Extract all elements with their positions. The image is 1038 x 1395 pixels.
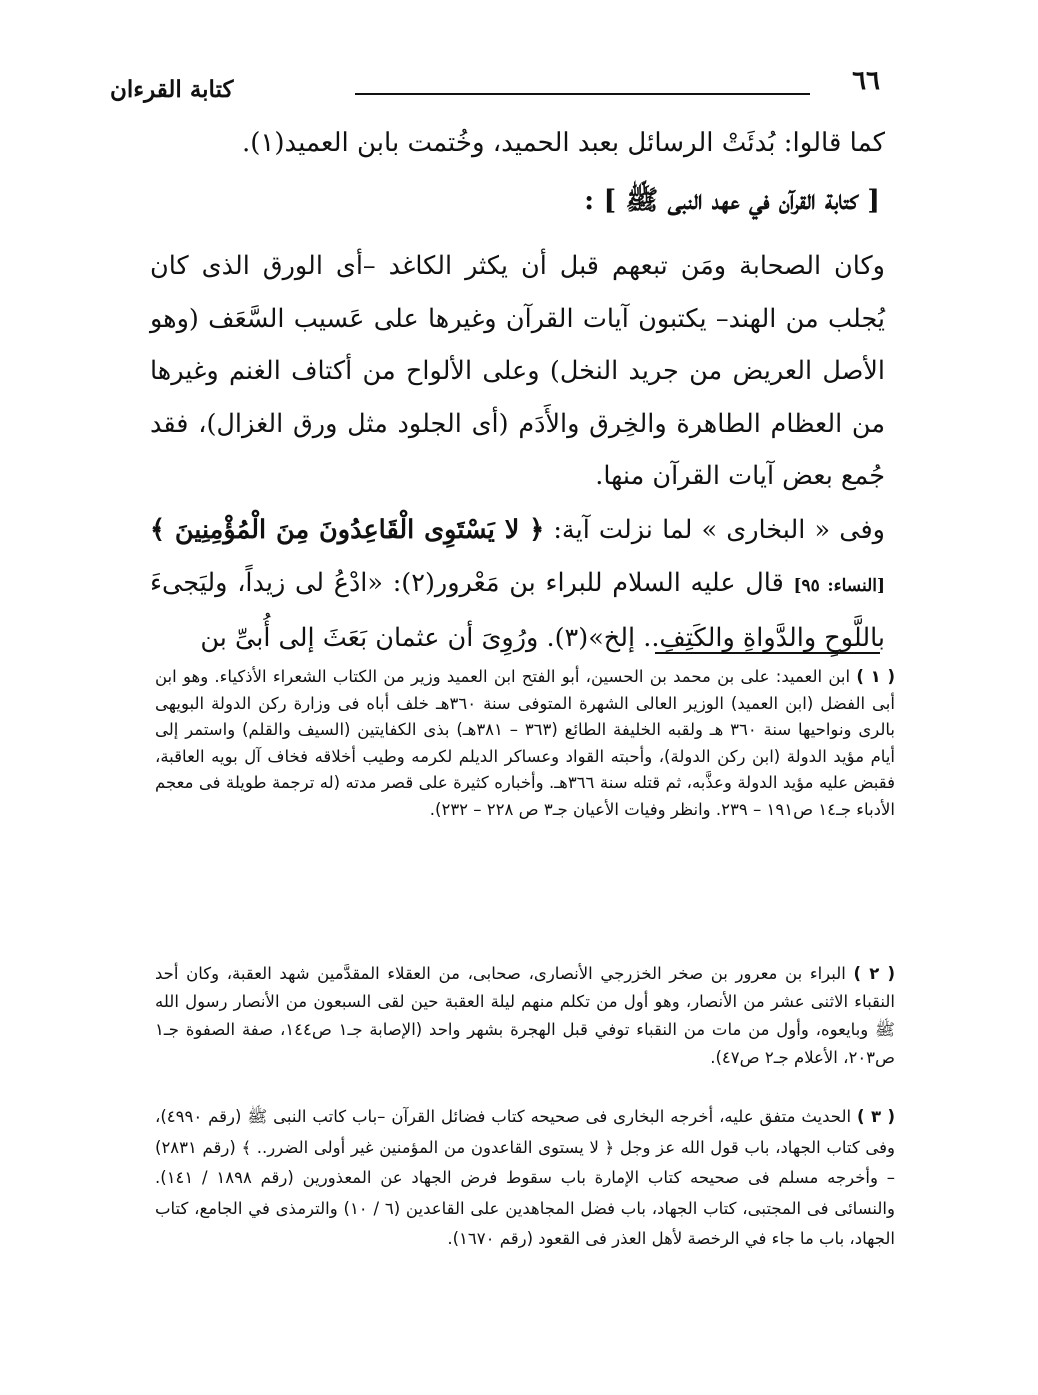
footnote-text-a: الحديث متفق عليه، أخرجه البخارى فى صحيحه كتاب فضائل القرآن –باب كاتب النبى ﷺ (رقم ٤٩٩٠)، وفى كتاب الجهاد، باب قول الله عز وجل xyxy=(155,1107,895,1157)
bukhari-text-c: . ورُوِىَ أن عثمان بَعَثَ إلى أُبىِّ بن xyxy=(200,623,555,653)
intro-end: . xyxy=(241,128,251,158)
intro-paragraph xyxy=(150,118,885,168)
footnote-text: ابن العميد: على بن محمد بن الحسين، أبو الفتح ابن العميد وزير من الكتاب الشعراء الأذكياء. وهو ابن أبى الفضل (ابن العميد) الوزير العالى الشهرة المتوفى سنة ٣٦٠هـ خلف أباه فى وزارة ركن الدولة البويهى بالرى ونواحيها سنة ٣٦٠ هـ ولقبه الخليفة الطائع (٣٦٣ – ٣٨١هـ) بذى الكفايتين (السيف والقلم) واستمر إلى أيام مؤيد الدولة (ابن ركن الدولة)، وأحبته القواد وعساكر الديلم لكرمه وطيب أخلاقه فخاف آل بويه العاقبة، فقبض عليه مؤيد الدولة وعذَّبه، ثم قتله سنة ٣٦٦هـ. وأخباره كثيرة على قصر مدته (له ترجمة طويلة فى معجم الأدباء جـ١٤ ص١٩١ – ٢٣٩. وانظر وفيات الأعيان جـ٣ ص ٢٢٨ – ٢٣٢). xyxy=(155,667,895,819)
footnote-text: البراء بن معرور بن صخر الخزرجي الأنصارى، صحابى، من العقلاء المقدَّمين شهد العقبة، وكان أحد النقباء الاثنى عشر من الأنصار، وهو أول من تكلم منهم ليلة العقبة حين لقى السبعون من الأنصار رسول الله ﷺ وبايعوه، وأول من مات من النقباء توفي قبل الهجرة بشهر واحد (الإصابة جـ١ ص١٤٤، صفة الصفوة جـ١ ص٢٠٣، الأعلام جـ٢ ص٤٧). xyxy=(155,964,895,1067)
verse-reference: [النساء: ٩٥] xyxy=(793,575,886,596)
footnote-1 xyxy=(155,664,895,823)
footnote-ref-2: (٢) xyxy=(401,567,435,598)
header-rule xyxy=(355,93,810,95)
intro-text: كما قالوا: بُدئَتْ الرسائل بعبد الحميد، وخُتمت بابن العميد xyxy=(284,128,885,158)
page-number: ٦٦ xyxy=(852,66,880,96)
footnote-number: ( ٣ ) xyxy=(856,1107,895,1126)
page-header xyxy=(110,62,880,112)
quran-verse: ﴿ لا يَسْتَوِى الْقَاعِدُونَ مِنَ الْمُؤْمِنِينَ ﴾ xyxy=(150,515,545,545)
section-heading: [ كتابة القرآن في عهد النبى ﷺ ] : xyxy=(584,185,880,216)
footnote-verse: ﴿ لا يستوى القاعدون من المؤمنين غير أولى الضرر.. ﴾ xyxy=(241,1137,615,1157)
footnote-number: ( ١ ) xyxy=(856,667,895,686)
running-title: كتابة القرءان xyxy=(110,76,234,103)
bukhari-paragraph xyxy=(150,504,885,665)
main-paragraph: وكان الصحابة ومَن تبعهم قبل أن يكثر الكاغد –أى الورق الذى كان يُجلب من الهند– يكتبون آيات القرآن وغيرها على عَسيب السَّعَف (وهو الأصل العريض من جريد النخل) وعلى الألواح من أكتاف الغنم وغيرها من العظام الطاهرة والخِرق والأَدَم (أى الجلود مثل ورق الغزال)، فقد جُمع بعض آيات القرآن منها. xyxy=(150,251,885,491)
footnote-ref-3: (٣) xyxy=(554,623,589,653)
footnote-3 xyxy=(155,1102,895,1255)
footnote-separator xyxy=(655,652,880,654)
footnote-2 xyxy=(155,960,895,1072)
bukhari-lead: وفى « البخارى » لما نزلت آية: xyxy=(553,515,885,545)
footnote-text-b: (رقم ٢٨٣١) – وأخرجه مسلم فى صحيحه كتاب الإمارة باب سقوط فرض الجهاد عن المعذورين (رقم ١٨٩٨ / ١٤١). والنسائى فى المجتبى، كتاب الجهاد، باب فضل المجاهدين على القاعدين (٦ / ١٠) والترمذى في الجامع، كتاب الجهاد، باب ما جاء في الرخصة لأهل العذر فى القعود (رقم ١٦٧٠). xyxy=(155,1137,895,1249)
intro-footnote-ref: (١) xyxy=(250,128,285,158)
bukhari-text-a: قال عليه السلام للبراء بن مَعْرور xyxy=(434,567,784,598)
footnote-number: ( ٢ ) xyxy=(853,964,895,983)
bukhari-text-b: : «ادْعُ لى زيداً، وليَجىءَ باللَّوحِ والدَّواةِ والكَتِفِ.. إلخ» xyxy=(150,567,885,653)
